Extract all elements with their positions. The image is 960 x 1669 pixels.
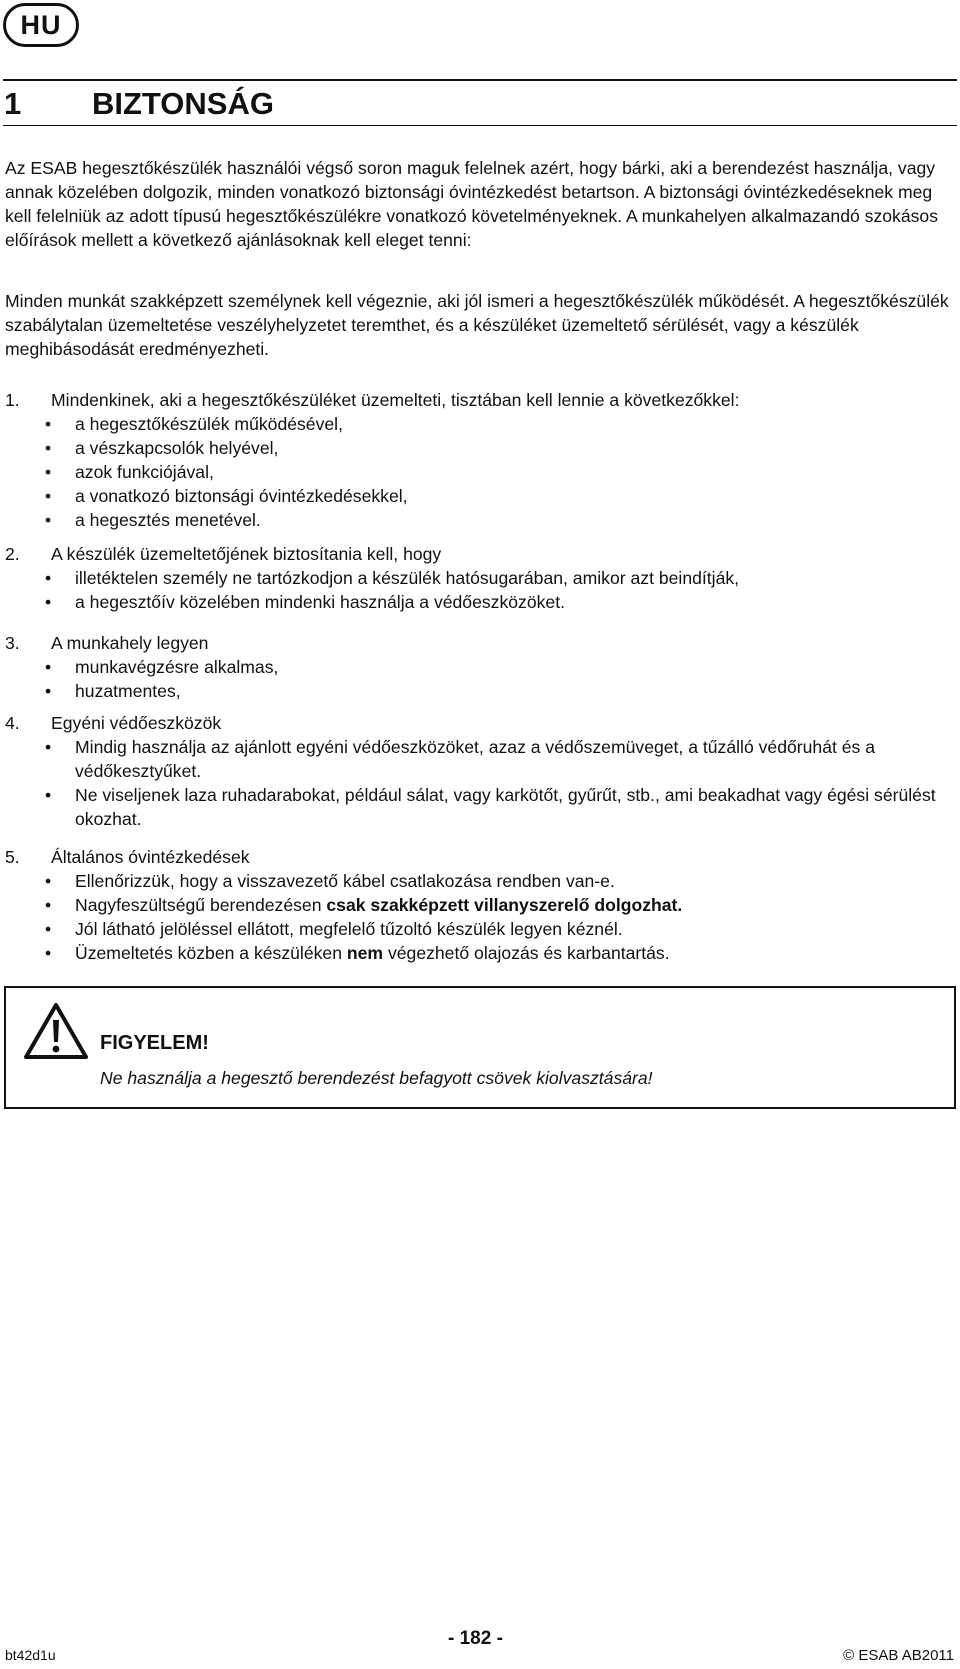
list-item: • huzatmentes, <box>45 681 181 701</box>
list-item: • Üzemeltetés közben a készüléken nem végezhető olajozás és karbantartás. <box>45 943 670 963</box>
section-2-number: 2. <box>5 544 20 564</box>
section-5-heading: Általános óvintézkedések <box>51 847 250 867</box>
list-item: • a hegesztés menetével. <box>45 510 261 530</box>
bullet-icon: • <box>45 414 52 434</box>
bullet-icon: • <box>45 657 52 677</box>
list-item: • munkavégzésre alkalmas, <box>45 657 279 677</box>
list-item: • azok funkciójával, <box>45 462 214 482</box>
section-1-list <box>5 412 952 532</box>
bullet-icon: • <box>45 462 52 482</box>
bullet-icon: • <box>45 895 52 915</box>
bullet-icon: • <box>45 486 52 506</box>
list-item: • a vészkapcsolók helyével, <box>45 438 279 458</box>
section-1-number: 1. <box>5 390 20 410</box>
bullet-icon: • <box>45 737 52 757</box>
section-3-number: 3. <box>5 633 20 653</box>
list-item: • Ellenőrizzük, hogy a visszavezető kábel csatlakozása rendben van-e. <box>45 871 615 891</box>
safety-section-2 <box>5 542 952 614</box>
section-4-number: 4. <box>5 713 20 733</box>
title-rule <box>3 125 957 126</box>
bullet-icon: • <box>45 510 52 530</box>
intro-paragraph-1: Az ESAB hegesztőkészülék használói végső soron maguk felelnek azért, hogy bárki, aki a berendezést használja, vagy annak közelében dolgozik, minden vonatkozó biztonsági óvintézkedést betartson. A biztonsági óvintézkedéseknek meg kell felelniük az adott típusú hegesztőkészülékre vonatkozó követelményeknek. A munkahelyen alkalmazandó szokásos előírások mellett a következő ajánlásoknak kell eleget tenni: <box>5 158 939 250</box>
bullet-icon: • <box>45 785 52 805</box>
list-item: • Nagyfeszültségű berendezésen csak szakképzett villanyszerelő dolgozhat. <box>45 895 683 915</box>
section-title <box>4 86 274 122</box>
section-3-list <box>5 655 952 703</box>
warning-box <box>4 986 956 1109</box>
safety-section-3 <box>5 631 952 703</box>
safety-section-5 <box>5 845 952 965</box>
warning-message: Ne használja a hegesztő berendezést befagyott csövek kiolvasztására! <box>100 1068 653 1088</box>
bullet-icon: • <box>45 592 52 612</box>
warning-title: FIGYELEM! <box>100 1032 209 1054</box>
safety-section-1 <box>5 388 952 532</box>
document-code: bt42d1u <box>5 1647 56 1663</box>
section-3-heading: A munkahely legyen <box>51 633 209 653</box>
section-4-list <box>5 735 952 831</box>
list-item: • Mindig használja az ajánlott egyéni védőeszközöket, azaz a védőszemüveget, a tűzálló védőruhát és a védőkesztyűket. <box>45 737 876 781</box>
section-1-heading: Mindenkinek, aki a hegesztőkészüléket üzemelteti, tisztában kell lennie a következőkkel: <box>51 390 740 410</box>
language-badge <box>3 3 79 47</box>
list-item: • a hegesztőkészülék működésével, <box>45 414 343 434</box>
page-number: - 182 - <box>448 1628 503 1649</box>
header-rule <box>3 79 957 81</box>
bullet-icon: • <box>45 568 52 588</box>
warning-triangle-icon <box>24 1002 88 1060</box>
bullet-icon: • <box>45 681 52 701</box>
list-item: • a hegesztőív közelében mindenki használja a védőeszközöket. <box>45 592 565 612</box>
bullet-icon: • <box>45 871 52 891</box>
section-2-list <box>5 566 952 614</box>
section-title-text: BIZTONSÁG <box>92 86 274 121</box>
section-5-list <box>5 869 952 965</box>
list-item: • illetéktelen személy ne tartózkodjon a készülék hatósugarában, amikor azt beindítják, <box>45 568 740 588</box>
language-badge-label: HU <box>20 9 62 40</box>
section-2-heading: A készülék üzemeltetőjének biztosítania kell, hogy <box>51 544 442 564</box>
copyright: © ESAB AB2011 <box>843 1647 954 1664</box>
list-item: • a vonatkozó biztonsági óvintézkedésekkel, <box>45 486 408 506</box>
bullet-icon: • <box>45 919 52 939</box>
section-4-heading: Egyéni védőeszközök <box>51 713 222 733</box>
intro-paragraph-2: Minden munkát szakképzett személynek kell végeznie, aki jól ismeri a hegesztőkészülék működését. A hegesztőkészülék szabálytalan üzemeltetése veszélyhelyzetet teremthet, és a készüléket üzemeltető sérülését, vagy a készülék meghibásodását eredményezheti. <box>5 291 949 359</box>
bullet-icon: • <box>45 943 52 963</box>
bullet-icon: • <box>45 438 52 458</box>
section-number: 1 <box>4 86 22 121</box>
safety-section-4 <box>5 711 952 831</box>
section-5-number: 5. <box>5 847 20 867</box>
list-item: • Jól látható jelöléssel ellátott, megfelelő tűzoltó készülék legyen kéznél. <box>45 919 623 939</box>
list-item: • Ne viseljenek laza ruhadarabokat, például sálat, vagy karkötőt, gyűrűt, stb., ami beakadhat vagy égési sérülést okozhat. <box>45 785 936 829</box>
